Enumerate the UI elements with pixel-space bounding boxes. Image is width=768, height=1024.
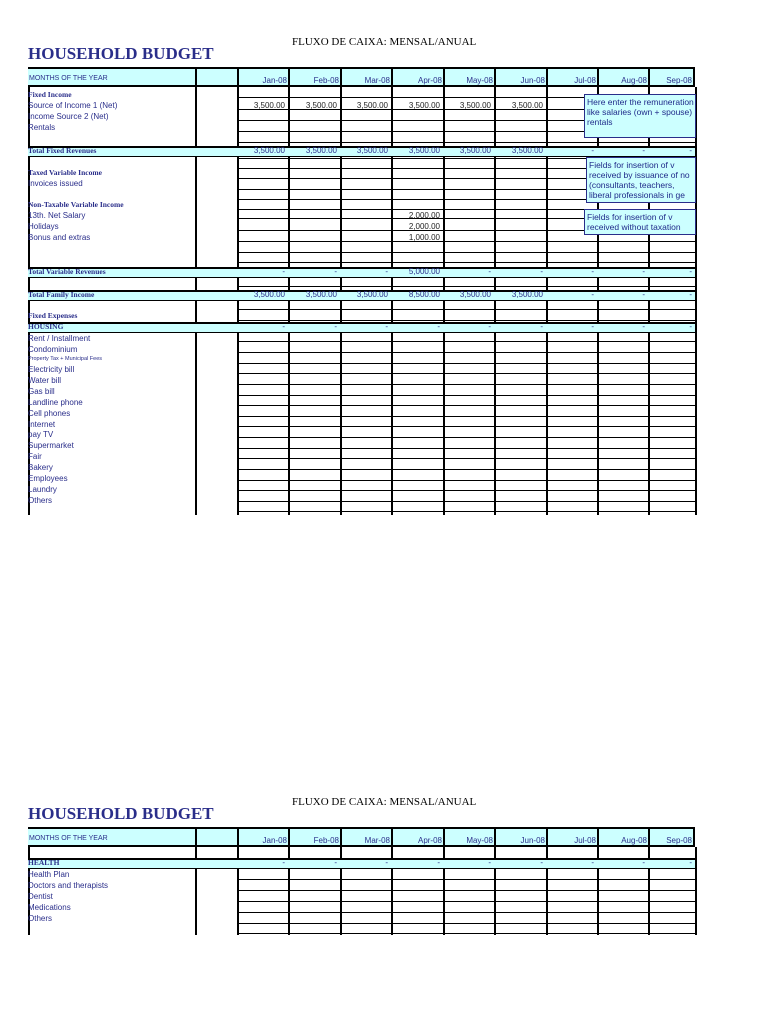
row-rule xyxy=(28,300,695,301)
cell-value[interactable]: - xyxy=(591,146,594,155)
cell-rule xyxy=(237,416,695,417)
cell-value[interactable]: - xyxy=(689,267,692,276)
row-label: Cell phones xyxy=(28,409,71,418)
row-label: Internet xyxy=(28,420,56,429)
cell-rule xyxy=(237,480,695,481)
cell-value[interactable]: 3,500.00 xyxy=(253,290,285,299)
cell-rule xyxy=(237,490,695,491)
cell-value[interactable]: - xyxy=(334,267,337,276)
cell-value[interactable]: - xyxy=(282,267,285,276)
cell-value[interactable]: 3,500.00 xyxy=(305,101,337,110)
month-header-mar-08: Mar-08 xyxy=(340,69,391,85)
cell-value[interactable]: - xyxy=(689,322,692,331)
month-header-jun-08: Jun-08 xyxy=(494,829,546,845)
cell-value[interactable]: - xyxy=(591,858,594,867)
cell-value[interactable]: - xyxy=(540,267,543,276)
cell-rule xyxy=(237,890,695,891)
row-label: Gas bill xyxy=(28,387,55,396)
row-rule xyxy=(28,868,695,869)
cell-rule xyxy=(237,363,695,364)
cell-rule xyxy=(237,142,695,143)
cell-value[interactable]: - xyxy=(689,146,692,155)
cell-rule xyxy=(237,405,695,406)
month-header-apr-08: Apr-08 xyxy=(391,829,443,845)
row-label: HOUSING xyxy=(28,322,64,331)
row-label: HEALTH xyxy=(28,858,60,867)
cell-rule xyxy=(237,309,695,310)
cell-value[interactable]: 5,000.00 xyxy=(408,267,440,276)
cell-rule xyxy=(237,320,695,321)
cell-value[interactable]: 3,500.00 xyxy=(459,101,491,110)
cell-value[interactable]: 3,500.00 xyxy=(408,101,440,110)
cell-rule xyxy=(237,933,695,934)
grid-border xyxy=(695,847,697,935)
cell-rule xyxy=(237,352,695,353)
row-label: Employees xyxy=(28,474,68,483)
month-header-aug-08: Aug-08 xyxy=(597,69,648,85)
row-label: Medications xyxy=(28,903,71,912)
cell-value[interactable]: 3,500.00 xyxy=(253,101,285,110)
row-label: Rent / Installment xyxy=(28,334,91,343)
cell-value[interactable]: - xyxy=(689,290,692,299)
cell-rule xyxy=(237,511,695,512)
month-header-sep-08: Sep-08 xyxy=(648,69,695,85)
cell-value[interactable]: - xyxy=(282,858,285,867)
row-label: Bakery xyxy=(28,463,53,472)
row-label: Fixed Expenses xyxy=(28,311,78,320)
cell-value[interactable]: - xyxy=(642,290,645,299)
row-label: Fixed Income xyxy=(28,90,72,99)
cell-value[interactable]: 3,500.00 xyxy=(305,146,337,155)
cell-value[interactable]: 3,500.00 xyxy=(511,101,543,110)
row-label: Supermarket xyxy=(28,441,74,450)
blank-header-cell xyxy=(195,829,237,845)
month-header-row xyxy=(28,67,695,87)
cell-value[interactable]: 2,000.00 xyxy=(408,222,440,231)
cell-value[interactable]: 2,000.00 xyxy=(408,211,440,220)
row-label: Income Source 2 (Net) xyxy=(28,112,109,121)
cell-value[interactable]: 3,500.00 xyxy=(408,146,440,155)
row-rule xyxy=(28,277,695,278)
cell-value[interactable]: - xyxy=(385,267,388,276)
cell-rule xyxy=(237,286,695,287)
cell-value[interactable]: - xyxy=(385,322,388,331)
cell-value[interactable]: 8,500.00 xyxy=(408,290,440,299)
row-label: Non-Taxable Variable Income xyxy=(28,200,124,209)
cell-value[interactable]: 3,500.00 xyxy=(511,146,543,155)
cell-rule xyxy=(237,384,695,385)
cell-value[interactable]: - xyxy=(437,322,440,331)
row-label: Property Tax + Municipal Fees xyxy=(28,356,103,362)
cell-value[interactable]: 3,500.00 xyxy=(356,290,388,299)
month-header-jun-08: Jun-08 xyxy=(494,69,546,85)
row-label: Laundry xyxy=(28,485,57,494)
cell-value[interactable]: - xyxy=(437,858,440,867)
month-header-jul-08: Jul-08 xyxy=(546,69,597,85)
sheet-title: HOUSEHOLD BUDGET xyxy=(28,804,214,823)
cell-rule xyxy=(237,448,695,449)
month-header-may-08: May-08 xyxy=(443,829,494,845)
cell-value[interactable]: - xyxy=(334,322,337,331)
cell-rule xyxy=(237,879,695,880)
cell-rule xyxy=(237,395,695,396)
comment-note: Fields for insertion of v received by issuance of no (consultants, teachers, liberal professionals in ge xyxy=(586,157,696,203)
cell-value[interactable]: - xyxy=(540,322,543,331)
cell-value[interactable]: - xyxy=(488,858,491,867)
cell-value[interactable]: - xyxy=(385,858,388,867)
row-label: Invoices issued xyxy=(28,179,83,188)
cell-value[interactable]: - xyxy=(488,267,491,276)
row-label: Doctors and therapists xyxy=(28,881,109,890)
comment-note: Here enter the remuneration like salaries (own + spouse) rentals xyxy=(584,94,696,138)
cell-value[interactable]: - xyxy=(540,858,543,867)
cell-rule xyxy=(237,373,695,374)
grid-border xyxy=(695,87,697,515)
row-label: pay TV xyxy=(28,430,54,439)
cell-rule xyxy=(237,912,695,913)
row-label: Total Fixed Revenues xyxy=(28,146,97,155)
cell-value[interactable]: - xyxy=(642,858,645,867)
month-header-jul-08: Jul-08 xyxy=(546,829,597,845)
cell-rule xyxy=(237,901,695,902)
row-rule xyxy=(28,332,695,333)
comment-note: Fields for insertion of v received without taxation xyxy=(584,209,696,235)
row-label: Others xyxy=(28,496,53,505)
month-header-jan-08: Jan-08 xyxy=(237,69,288,85)
cell-value[interactable]: 3,500.00 xyxy=(305,290,337,299)
cell-value[interactable]: - xyxy=(591,290,594,299)
cell-value[interactable]: - xyxy=(334,858,337,867)
cell-rule xyxy=(237,426,695,427)
month-header-feb-08: Feb-08 xyxy=(288,69,340,85)
row-label: Electricity bill xyxy=(28,365,75,374)
cell-rule xyxy=(237,437,695,438)
row-label: Bonus and extras xyxy=(28,233,91,242)
sheet-subtitle: FLUXO DE CAIXA: MENSAL/ANUAL xyxy=(292,36,477,48)
row-label: Condominium xyxy=(28,345,78,354)
row-label: Source of Income 1 (Net) xyxy=(28,101,118,110)
month-header-feb-08: Feb-08 xyxy=(288,829,340,845)
row-label: Fair xyxy=(28,452,42,461)
row-label: Others xyxy=(28,914,53,923)
months-label: MONTHS OF THE YEAR xyxy=(29,75,108,82)
row-label: Health Plan xyxy=(28,870,70,879)
month-header-sep-08: Sep-08 xyxy=(648,829,695,845)
cell-value[interactable]: - xyxy=(642,322,645,331)
month-header-may-08: May-08 xyxy=(443,69,494,85)
cell-rule xyxy=(237,501,695,502)
months-label: MONTHS OF THE YEAR xyxy=(29,835,108,842)
month-header-row xyxy=(28,827,695,847)
cell-value[interactable]: - xyxy=(591,267,594,276)
cell-value[interactable]: - xyxy=(642,267,645,276)
blank-header-cell xyxy=(195,69,237,85)
cell-rule xyxy=(237,341,695,342)
cell-rule xyxy=(237,469,695,470)
row-label: Rentals xyxy=(28,123,56,132)
row-label: Total Family Income xyxy=(28,290,95,299)
cell-rule xyxy=(237,262,695,263)
cell-rule xyxy=(237,241,695,242)
month-header-jan-08: Jan-08 xyxy=(237,829,288,845)
month-header-mar-08: Mar-08 xyxy=(340,829,391,845)
cell-value[interactable]: 3,500.00 xyxy=(356,101,388,110)
cell-rule xyxy=(237,923,695,924)
row-label: Total Variable Revenues xyxy=(28,267,106,276)
cell-value[interactable]: - xyxy=(282,322,285,331)
month-header-aug-08: Aug-08 xyxy=(597,829,648,845)
cell-value[interactable]: 3,500.00 xyxy=(253,146,285,155)
cell-value[interactable]: 3,500.00 xyxy=(459,146,491,155)
month-header-apr-08: Apr-08 xyxy=(391,69,443,85)
cell-value[interactable]: 1,000.00 xyxy=(408,233,440,242)
cell-value[interactable]: 3,500.00 xyxy=(356,146,388,155)
row-label: 13th. Net Salary xyxy=(28,211,86,220)
sheet-title: HOUSEHOLD BUDGET xyxy=(28,44,214,63)
cell-rule xyxy=(237,252,695,253)
row-label: Taxed Variable Income xyxy=(28,168,102,177)
cell-value[interactable]: 3,500.00 xyxy=(459,290,491,299)
row-label: Dentist xyxy=(28,892,53,901)
cell-value[interactable]: - xyxy=(689,858,692,867)
cell-value[interactable]: 3,500.00 xyxy=(511,290,543,299)
row-label: Water bill xyxy=(28,376,62,385)
cell-rule xyxy=(237,458,695,459)
cell-value[interactable]: - xyxy=(488,322,491,331)
sheet-subtitle: FLUXO DE CAIXA: MENSAL/ANUAL xyxy=(292,796,477,808)
row-label: Holidays xyxy=(28,222,59,231)
row-label: Landline phone xyxy=(28,398,83,407)
cell-value[interactable]: - xyxy=(591,322,594,331)
cell-value[interactable]: - xyxy=(642,146,645,155)
